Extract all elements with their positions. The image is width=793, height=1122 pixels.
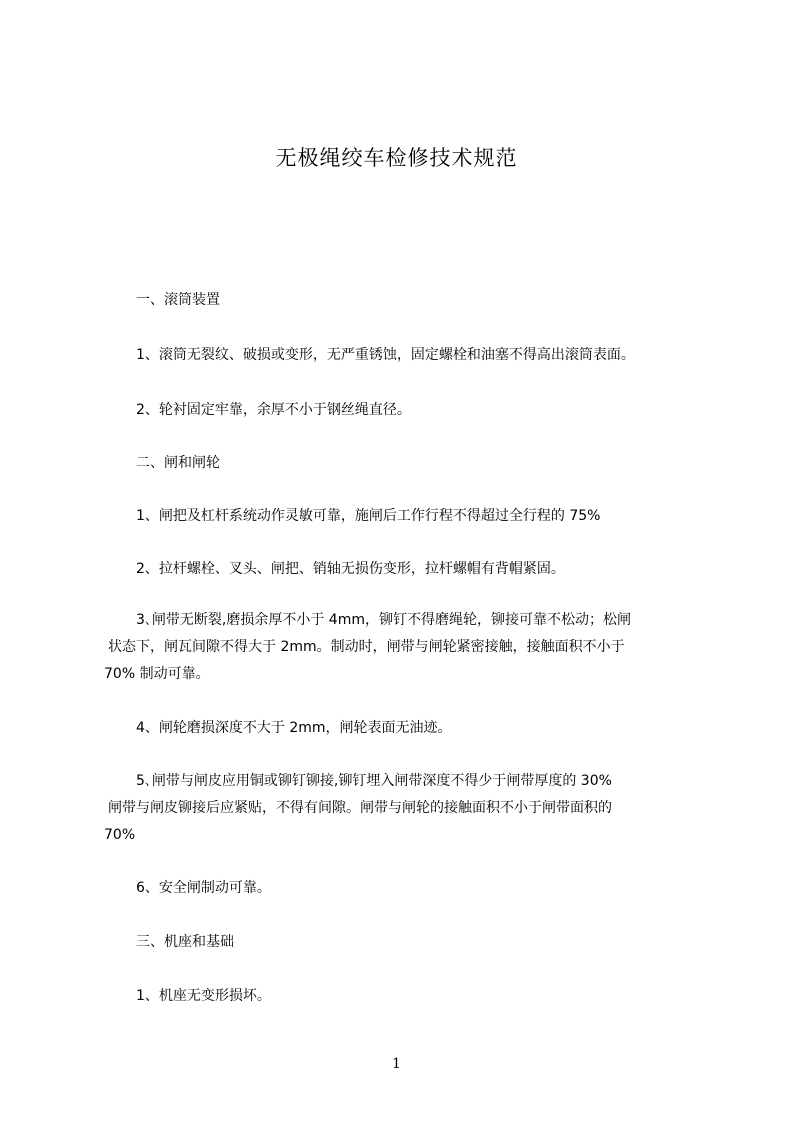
paragraph-brake-4: 4、闸轮磨损深度不大于 2mm，闸轮表面无油迹。 bbox=[136, 720, 452, 736]
paragraph-brake-5-line-1: 5､闸带与闸皮应用铜或铆钉铆接,铆钉埋入闸带深度不得少于闸带厚度的 30% bbox=[136, 773, 612, 789]
document-title: 无极绳绞车检修技术规范 bbox=[275, 146, 518, 170]
paragraph-drum-1: 1、滚筒无裂纹、破损或变形，无严重锈蚀，固定螺栓和油塞不得高出滚筒表面。 bbox=[136, 347, 635, 363]
paragraph-brake-5 bbox=[104, 771, 704, 845]
paragraph-brake-3-line-3: 70% 制动可靠。 bbox=[104, 666, 210, 682]
paragraph-brake-2: 2、拉杆螺栓、叉头、闸把、销轴无损伤变形，拉杆螺帽有背帽紧固。 bbox=[136, 561, 565, 577]
paragraph-brake-3-line-2: 状态下，闸瓦间隙不得大于 2mm。制动时，闸带与闸轮紧密接触，接触面积不小于 bbox=[108, 639, 625, 655]
paragraph-brake-3 bbox=[104, 610, 704, 684]
section-heading-brake: 二、闸和闸轮 bbox=[136, 455, 220, 471]
paragraph-brake-3-line-1: 3､闸带无断裂,磨损余厚不小于 4mm，铆钉不得磨绳轮，铆接可靠不松动；松闸 bbox=[136, 612, 631, 628]
paragraph-brake-5-line-2: 闸带与闸皮铆接后应紧贴，不得有间隙。闸带与闸轮的接触面积不小于闸带面积的 bbox=[108, 800, 612, 816]
section-heading-drum: 一、滚筒装置 bbox=[136, 292, 220, 308]
page-number: 1 bbox=[392, 1056, 401, 1072]
paragraph-brake-5-line-3: 70% bbox=[104, 827, 136, 843]
paragraph-drum-2: 2、轮衬固定牢靠，余厚不小于钢丝绳直径。 bbox=[136, 402, 411, 418]
paragraph-base-1: 1、机座无变形损坏。 bbox=[136, 988, 271, 1004]
section-heading-base: 三、机座和基础 bbox=[136, 934, 234, 950]
paragraph-brake-6: 6、安全闸制动可靠。 bbox=[136, 880, 271, 896]
paragraph-brake-1: 1、闸把及杠杆系统动作灵敏可靠，施闸后工作行程不得超过全行程的 75% bbox=[136, 508, 601, 524]
